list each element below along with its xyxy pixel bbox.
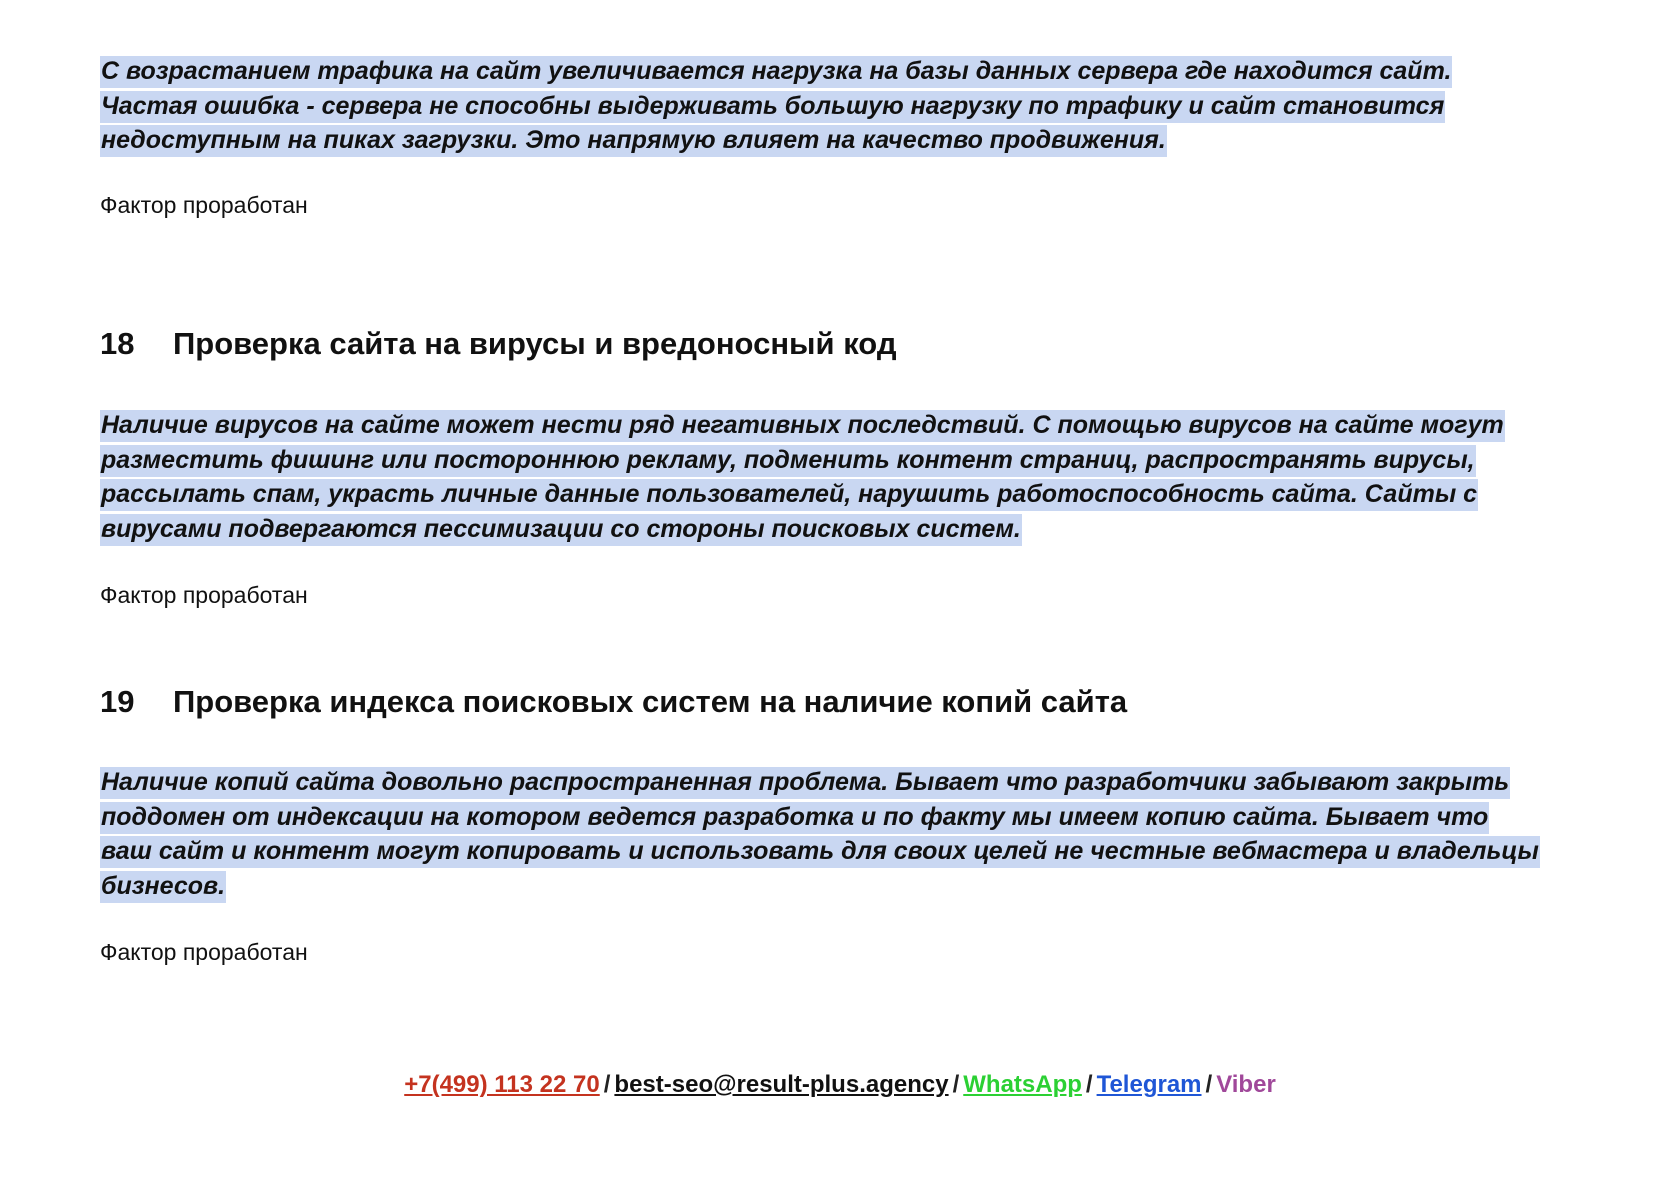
separator: / [952, 1071, 960, 1098]
separator: / [603, 1071, 611, 1098]
telegram-link[interactable]: Telegram [1096, 1071, 1202, 1098]
contact-footer [0, 1070, 1680, 1100]
section-18-heading [100, 324, 897, 364]
section-title: Проверка индекса поисковых систем на наличие копий сайта [173, 684, 1128, 719]
section-17-status: Фактор проработан [100, 192, 308, 218]
highlighted-text: Наличие копий сайта довольно распространенная проблема. Бывает что разработчики забывают закрыть поддомен от индексации на котором ведется разработка и по факту мы имеем копию сайта. Бывает что ваш сайт и контент могут копировать и использовать для своих целей не честные вебмастера и владельцы бизнесов. [100, 767, 1540, 903]
whatsapp-link[interactable]: WhatsApp [963, 1071, 1082, 1098]
separator: / [1085, 1071, 1093, 1098]
section-19-heading [100, 682, 1127, 722]
highlighted-text: С возрастанием трафика на сайт увеличивается нагрузка на базы данных сервера где находится сайт. Частая ошибка - сервера не способны выдерживать большую нагрузку по трафику и сайт становится недоступным на пиках загрузки. Это напрямую влияет на качество продвижения. [100, 56, 1452, 157]
highlighted-text: Наличие вирусов на сайте может нести ряд негативных последствий. С помощью вирусов на сайте могут разместить фишинг или постороннюю рекламу, подменить контент страниц, распространять вирусы, рассылать спам, украсть личные данные пользователей, нарушить работоспособность сайта. Сайты с вирусами подвергаются пессимизации со стороны поисковых систем. [100, 410, 1505, 546]
viber-link[interactable]: Viber [1216, 1071, 1276, 1098]
separator: / [1205, 1071, 1213, 1098]
email-link[interactable]: best-seo@result-plus.agency [614, 1071, 949, 1098]
section-number: 19 [100, 684, 135, 719]
section-17-description [100, 54, 1540, 158]
section-18-description [100, 408, 1540, 546]
section-19-status: Фактор проработан [100, 939, 308, 965]
section-title: Проверка сайта на вирусы и вредоносный код [173, 326, 897, 361]
phone-link[interactable]: +7(499) 113 22 70 [404, 1071, 600, 1098]
section-number: 18 [100, 326, 135, 361]
section-19-description [100, 765, 1540, 903]
section-18-status: Фактор проработан [100, 582, 308, 608]
